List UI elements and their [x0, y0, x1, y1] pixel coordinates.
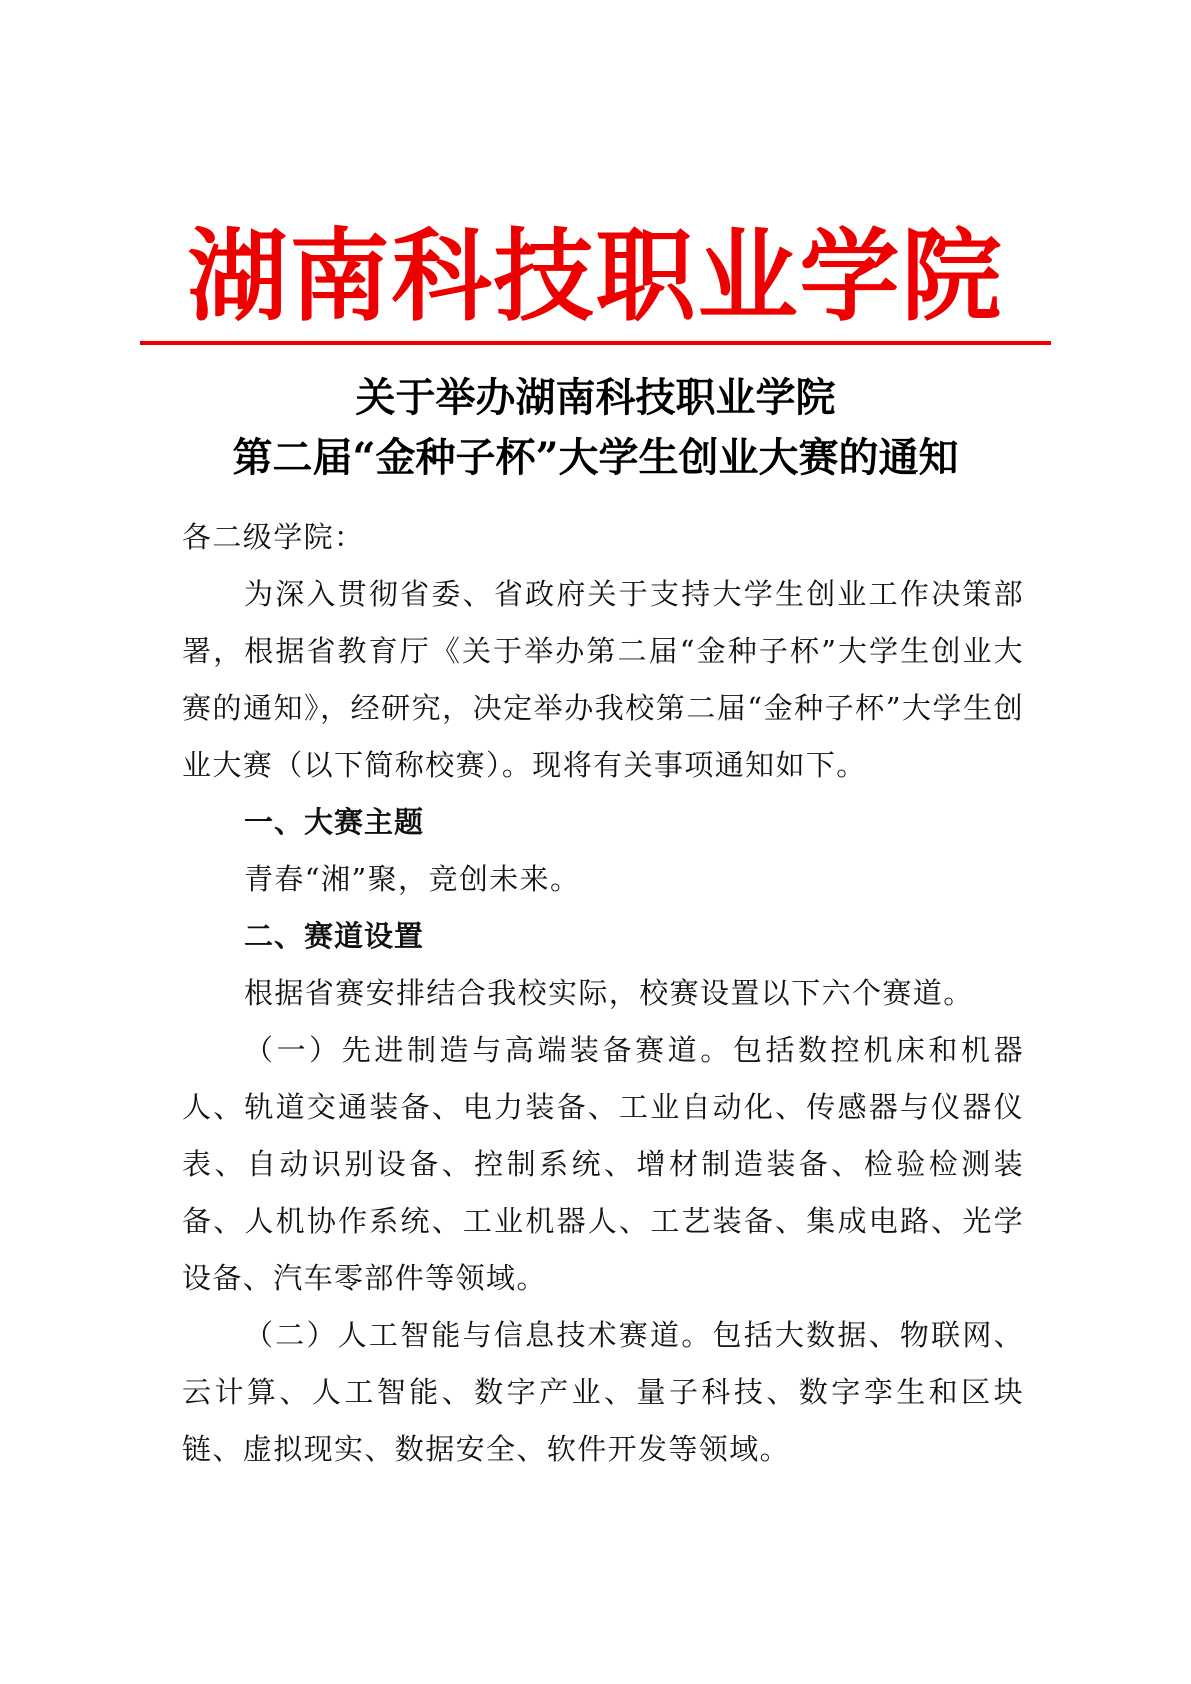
track-2-paragraph: （二）人工智能与信息技术赛道。包括大数据、物联网、云计算、人工智能、数字产业、量子科技、数字孪生和区块链、虚拟现实、数据安全、软件开发等领域。 [182, 1318, 1024, 1466]
notice-title-line-2: 第二届“金种子杯”大学生创业大赛的通知 [232, 434, 959, 481]
salutation: 各二级学院： [182, 520, 365, 554]
theme-paragraph: 青春“湘”聚，竞创未来。 [244, 862, 581, 896]
tracks-intro-paragraph: 根据省赛安排结合我校实际，校赛设置以下六个赛道。 [244, 976, 974, 1010]
masthead-org-name: 湖南科技职业学院 [187, 218, 1004, 335]
masthead-red-rule [140, 341, 1051, 345]
section-heading-tracks: 二、赛道设置 [244, 919, 425, 953]
notice-body [182, 509, 1024, 1478]
section-heading-theme: 一、大赛主题 [244, 805, 425, 839]
notice-title-line-1: 关于举办湖南科技职业学院 [355, 374, 836, 421]
intro-paragraph: 为深入贯彻省委、省政府关于支持大学生创业工作决策部署，根据省教育厅《关于举办第二届“金种子杯”大学生创业大赛的通知》，经研究，决定举办我校第二届“金种子杯”大学生创业大赛（以下简称校赛）。现将有关事项通知如下。 [182, 577, 1024, 782]
track-1-paragraph: （一）先进制造与高端装备赛道。包括数控机床和机器人、轨道交通装备、电力装备、工业自动化、传感器与仪器仪表、自动识别设备、控制系统、增材制造装备、检验检测装备、人机协作系统、工业机器人、工艺装备、集成电路、光学设备、汽车零部件等领域。 [182, 1033, 1024, 1295]
